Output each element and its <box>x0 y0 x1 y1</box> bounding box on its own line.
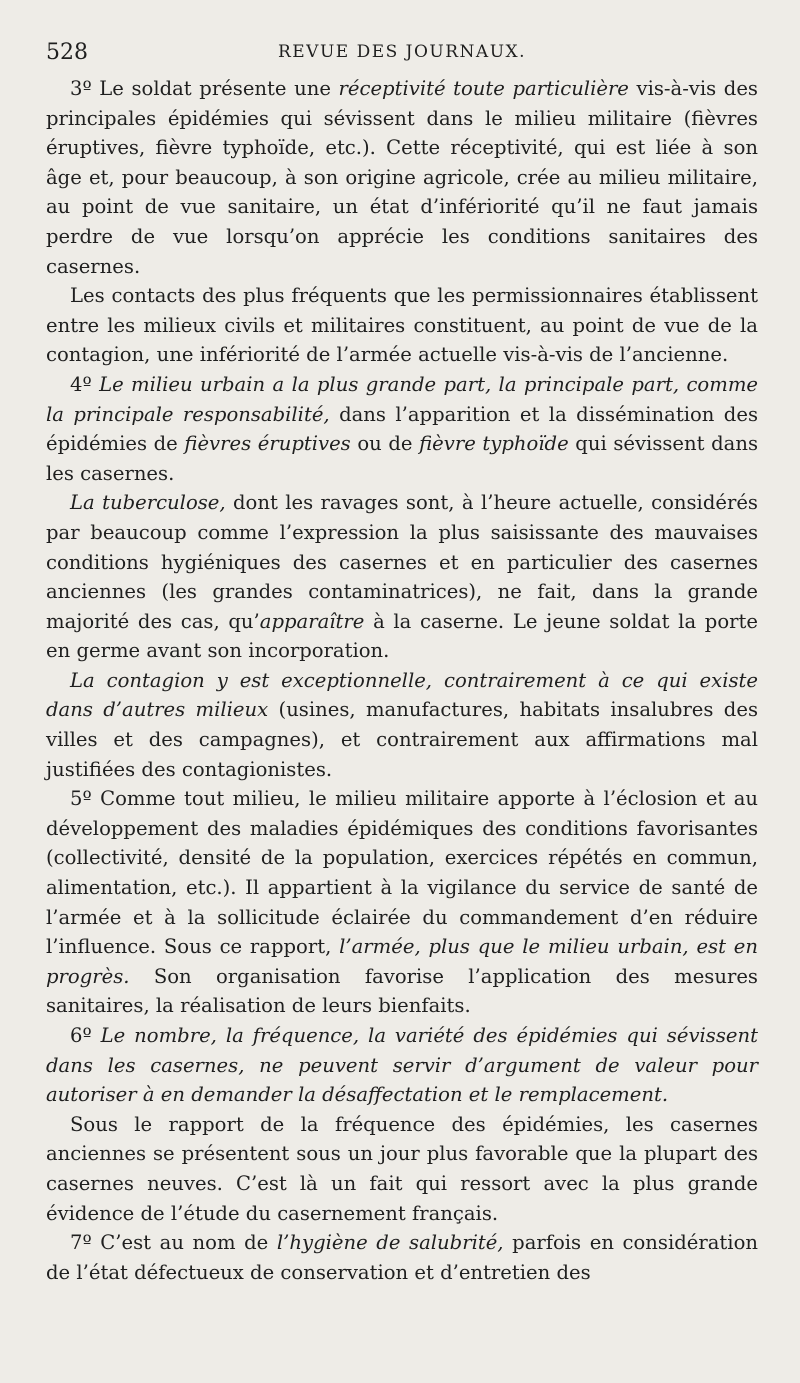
italic-run: La tuberculose, <box>70 491 226 515</box>
text-run: dont les ravages sont, à l’heure actuelle, considérés par beaucoup comme l’expression la plus saisissante des mauvaises conditions hygiéniques des casernes et en particulier des casernes anciennes (les grandes contaminatrices), ne fait, dans la grande majorité des cas, qu’ <box>46 491 758 633</box>
text-run: 3º Le soldat présente une <box>70 77 339 100</box>
italic-run: fièvre typhoïde <box>419 432 569 456</box>
text-run: Son organisation favorise l’application des mesures sanitaires, la réalisation de leurs bienfaits. <box>46 964 758 1018</box>
text-run: (usines, manufactures, habitats insalubres des villes et des campagnes), et contrairement aux affirmations mal justifiées des contagionistes. <box>46 698 758 781</box>
paragraph <box>46 1110 758 1228</box>
page-header <box>46 34 758 74</box>
paragraph <box>46 666 758 784</box>
body-text <box>46 74 758 1287</box>
text-run: 7º C’est au nom de <box>70 1231 277 1255</box>
text-run: dans l’apparition et la dissémination des épidémies de <box>46 402 758 456</box>
text-run: vis-à-vis des principales épidémies qui sévissent dans le milieu militaire (fièvres éruptives, fièvre typhoïde, etc.). Cette réceptivité, qui est liée à son âge et, pour beaucoup, à son origine agricole, crée au milieu militaire, au point de vue sanitaire, un état d’infériorité qu’il ne faut jamais perdre de vue lorsqu’on apprécie les conditions sanitaires des casernes. <box>46 77 758 278</box>
italic-run: La contagion y est exceptionnelle, contrairement à ce qui existe dans d’autres milieux <box>46 668 758 722</box>
text-run: Sous le rapport de la fréquence des épidémies, les casernes anciennes se présentent sous un jour plus favorable que la plupart des casernes neuves. C’est là un fait qui ressort avec la plus grande évidence de l’étude du casernement français. <box>46 1112 758 1225</box>
text-run: 4º <box>70 372 100 396</box>
paragraph <box>46 784 758 1021</box>
paragraph <box>46 370 758 488</box>
paragraph <box>46 74 758 281</box>
paragraph <box>46 488 758 666</box>
italic-run: apparaître <box>259 609 365 633</box>
text-run: 5º Comme tout milieu, le milieu militaire apporte à l’éclosion et au développement des maladies épidémiques des conditions favorisantes (collectivité, densité de la population, exercices répétés en commun, alimentation, etc.). Il appartient à la vigilance du service de santé de l’armée et à la sollicitude éclairée du commandement d’en réduire l’influence. Sous ce rapport, <box>46 787 758 959</box>
paragraph <box>46 1021 758 1110</box>
running-head: REVUE DES JOURNAUX. <box>277 42 527 62</box>
text-run: Les contacts des plus fréquents que les permissionnaires établissent entre les milieux civils et militaires constituent, au point de vue de la contagion, une infériorité de l’armée actuelle vis-à-vis de l’ancienne. <box>46 284 758 367</box>
text-run: ou de <box>350 432 420 456</box>
paragraph <box>46 1228 758 1287</box>
italic-run: Le milieu urbain a la plus grande part, la principale part, comme la principale responsabilité, <box>46 372 758 426</box>
italic-run: l’armée, plus que le milieu urbain, est en progrès. <box>46 935 758 988</box>
text-run: parfois en considération de l’état défectueux de conservation et d’entretien des <box>46 1231 758 1284</box>
paragraph <box>46 281 758 370</box>
text-run: 6º <box>70 1024 101 1047</box>
text-run: à la caserne. Le jeune soldat la porte en germe avant son incorporation. <box>46 609 758 663</box>
italic-run: réceptivité toute particulière <box>338 77 629 100</box>
italic-run: fièvres éruptives <box>184 432 351 456</box>
italic-run: l’hygiène de salubrité, <box>276 1231 504 1255</box>
italic-run: Le nombre, la fréquence, la variété des épidémies qui sévissent dans les casernes, ne peuvent servir d’argument de valeur pour autoriser à en demander la désaffectation et le remplacement. <box>46 1024 758 1107</box>
page-number: 528 <box>46 40 88 65</box>
text-run: qui sévissent dans les casernes. <box>46 432 759 485</box>
